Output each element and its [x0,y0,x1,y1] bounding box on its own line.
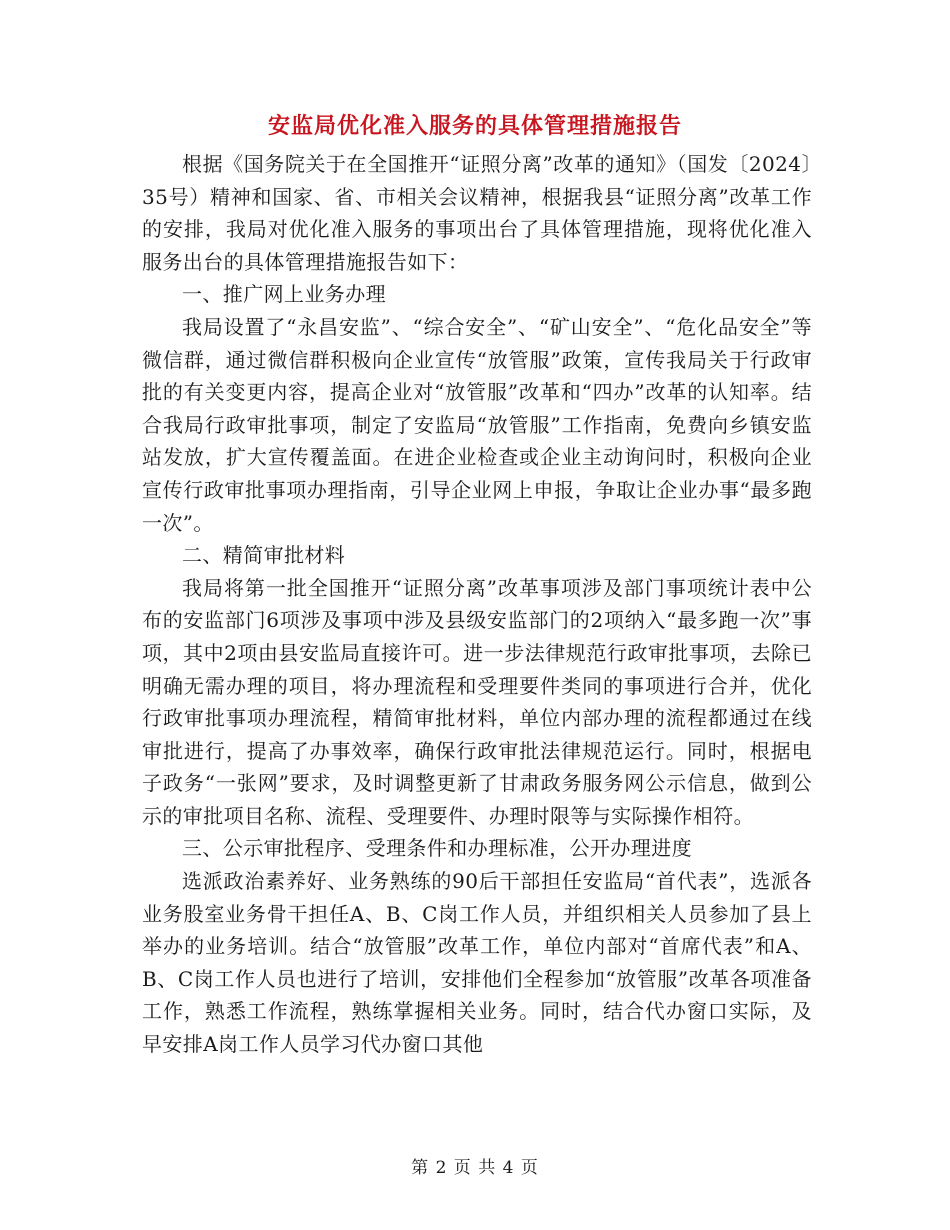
intro-paragraph: 根据《国务院关于在全国推开“证照分离”改革的通知》（国发〔2024〕35号）精神和国家、省、市相关会议精神，根据我县“证照分离”改革工作的安排，我局对优化准入服务的事项出台了具体管理措施，现将优化准入服务出台的具体管理措施报告如下： [142,152,812,274]
section-heading-3: 三、公示审批程序、受理条件和办理标准，公开办理进度 [182,836,692,861]
document-body [142,148,812,1061]
section-heading-1: 一、推广网上业务办理 [182,282,386,307]
document-title: 安监局优化准入服务的具体管理措施报告 [267,113,682,139]
section-3-paragraph: 选派政治素养好、业务熟练的90后干部担任安监局“首代表”，选派各业务股室业务骨干担任A、B、C岗工作人员，并组织相关人员参加了县上举办的业务培训。结合“放管服”改革工作，单位内部对“首席代表”和A、B、C岗工作人员也进行了培训，安排他们全程参加“放管服”改革各项准备工作，熟悉工作流程，熟练掌握相关业务。同时，结合代办窗口实际，及早安排A岗工作人员学习代办窗口其他 [142,869,812,1057]
section-2-paragraph: 我局将第一批全国推开“证照分离”改革事项涉及部门事项统计表中公布的安监部门6项涉及事项中涉及县级安监部门的2项纳入“最多跑一次”事项，其中2项由县安监局直接许可。进一步法律规范行政审批事项，去除已明确无需办理的项目，将办理流程和受理要件类同的事项进行合并，优化行政审批事项办理流程，精简审批材料，单位内部办理的流程都通过在线审批进行，提高了办事效率，确保行政审批法律规范运行。同时，根据电子政务“一张网”要求，及时调整更新了甘肃政务服务网公示信息，做到公示的审批项目名称、流程、受理要件、办理时限等与实际操作相符。 [142,575,812,828]
page-footer: 第 2 页 共 4 页 [411,1158,539,1178]
section-1-paragraph: 我局设置了“永昌安监”、“综合安全”、“矿山安全”、“危化品安全”等微信群，通过微信群积极向企业宣传“放管服”政策，宣传我局关于行政审批的有关变更内容，提高企业对“放管服”改革和“四办”改革的认知率。结合我局行政审批事项，制定了安监局“放管服”工作指南，免费向乡镇安监站发放，扩大宣传覆盖面。在进企业检查或企业主动询问时，积极向企业宣传行政审批事项办理指南，引导企业网上申报，争取让企业办事“最多跑一次”。 [142,314,812,535]
section-heading-2: 二、精简审批材料 [182,543,346,568]
